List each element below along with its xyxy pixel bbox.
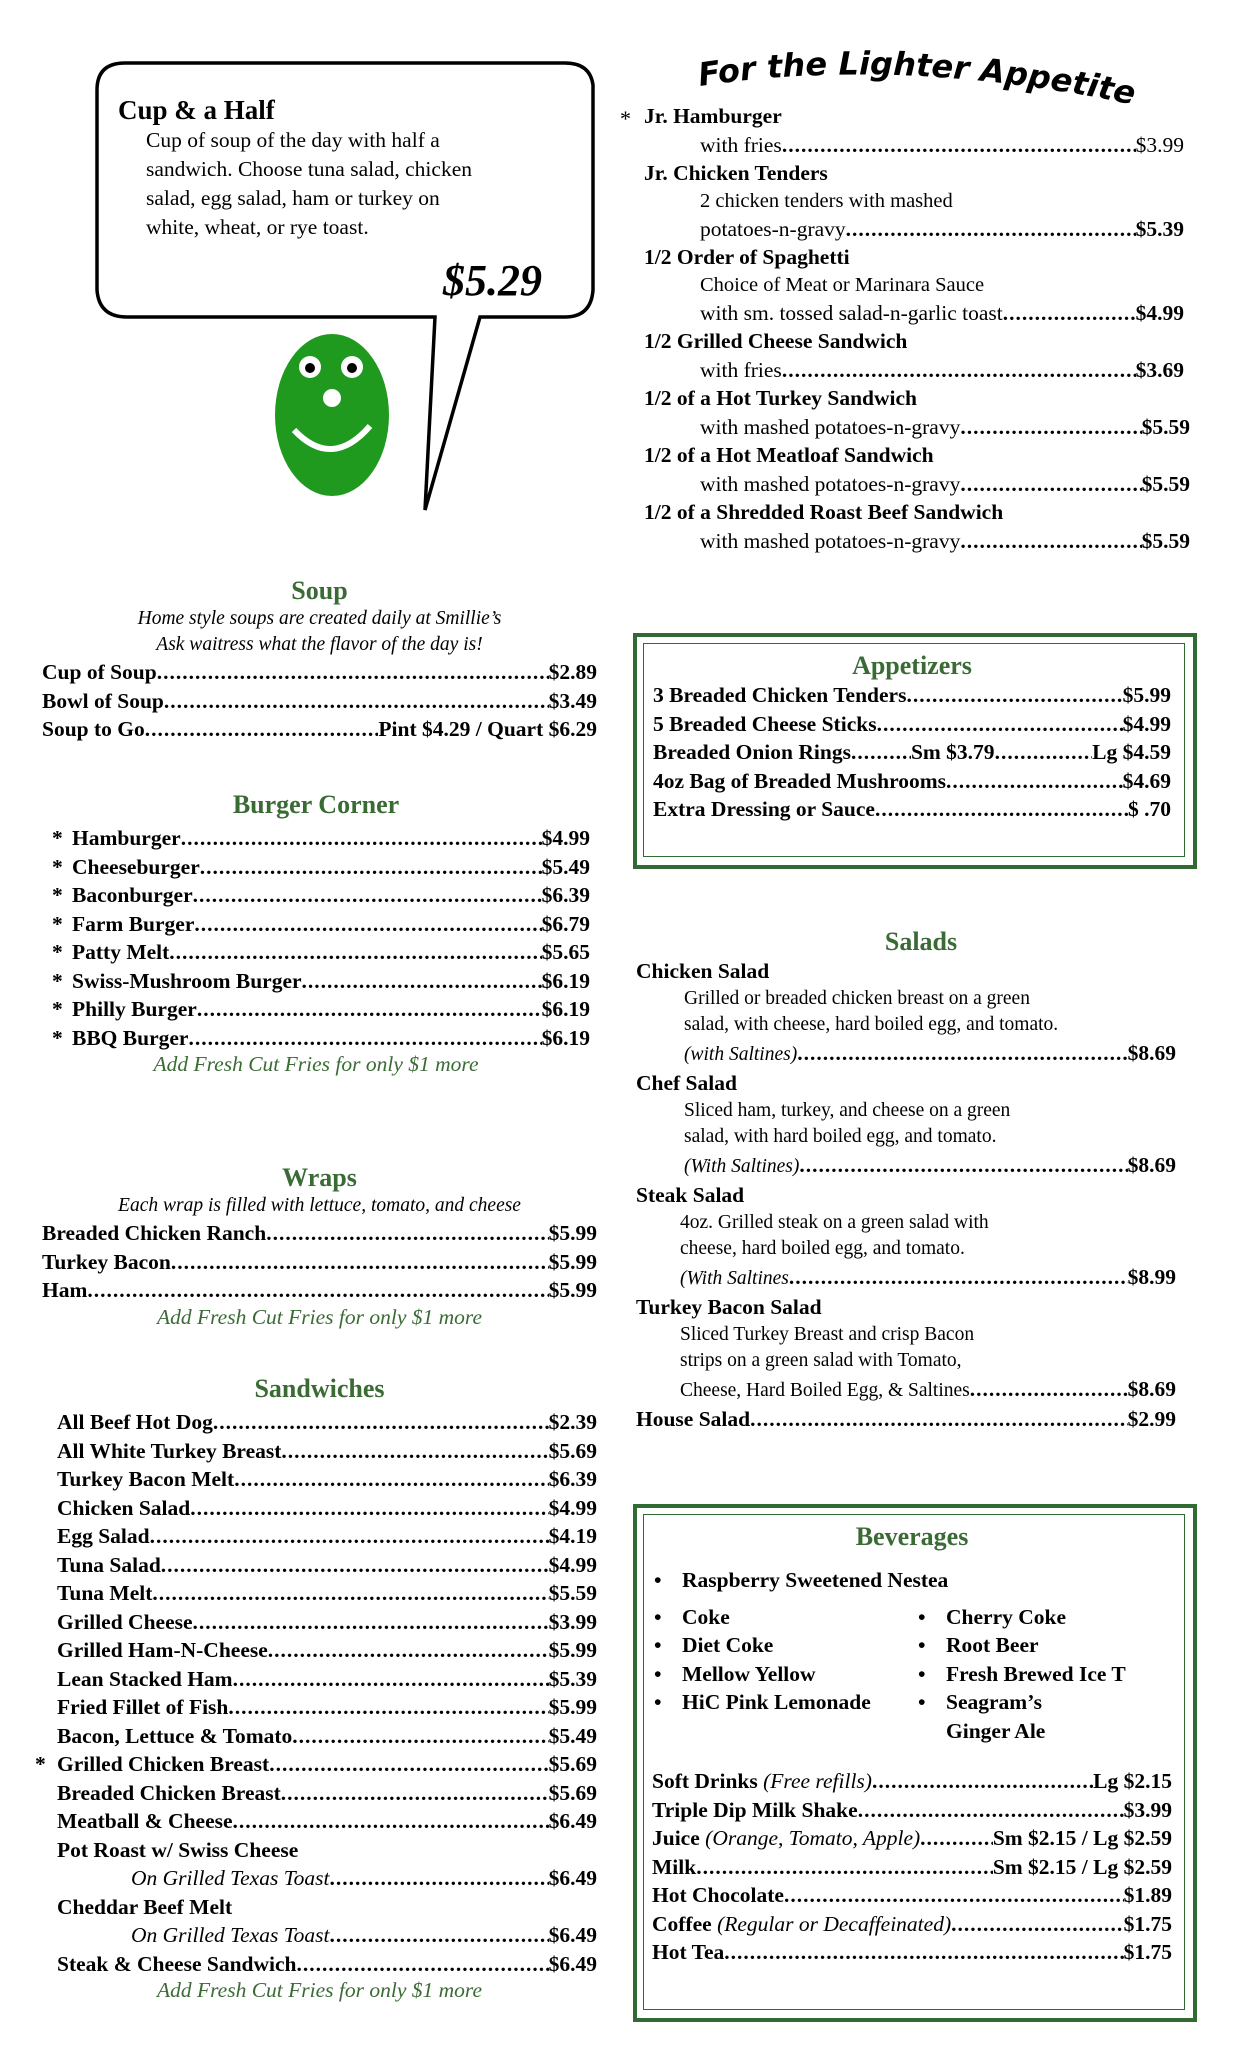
lighter-item-line: potatoes-n-gravy ..... $5.39: [644, 215, 1184, 244]
fries-note: Add Fresh Cut Fries for only $1 more: [153, 1052, 479, 1076]
fries-note: Add Fresh Cut Fries for only $1 more: [156, 1978, 483, 2002]
special-title: Cup & a Half: [118, 95, 275, 125]
sandwich-item: Lean Stacked Ham ..... $5.39: [57, 1665, 597, 1694]
sandwiches-title: Sandwiches: [254, 1374, 385, 1403]
lighter-item-title: 1/2 Order of Spaghetti: [644, 245, 850, 269]
salad-item-line: (With Saltines) ..... $8.69: [636, 1151, 1176, 1182]
lighter-item-title: 1/2 of a Shredded Roast Beef Sandwich: [644, 500, 1004, 524]
sandwiches-section: [35, 1374, 597, 2003]
special-desc-line: salad, egg salad, ham or turkey on: [146, 186, 440, 210]
lighter-item-title: 1/2 Grilled Cheese Sandwich: [644, 329, 908, 353]
salads-section: [636, 927, 1176, 1434]
salad-item-desc: Grilled or breaded chicken breast on a green salad, with cheese, hard boiled egg, and tomato.: [684, 987, 1059, 1035]
svg-text:For the Lighter Appetite: For the Lighter Appetite: [695, 48, 1139, 113]
star-marker: *: [620, 106, 631, 131]
soup-item: Bowl of Soup ..... $3.49: [42, 687, 597, 716]
salad-item-line: (with Saltines) ..... $8.69: [636, 1039, 1176, 1070]
appetizer-item: Breaded Onion Rings ..... Sm $3.79 ..... Lg $4.59: [653, 738, 1171, 767]
appetizer-item: 3 Breaded Chicken Tenders ..... $5.99: [653, 681, 1171, 710]
burger-item: * Baconburger ..... $6.39: [72, 881, 590, 910]
wraps-note: Each wrap is filled with lettuce, tomato, and cheese: [118, 1195, 521, 1216]
salad-item-line: Cheese, Hard Boiled Egg, & Saltines ..... $8.69: [636, 1375, 1176, 1406]
beverage-item-cont: Ginger Ale: [946, 1718, 1046, 1743]
sandwich-item: Tuna Melt ..... $5.59: [57, 1579, 597, 1608]
sandwich-item: Egg Salad ..... $4.19: [57, 1522, 597, 1551]
appetizer-item: 5 Breaded Cheese Sticks ..... $4.99: [653, 710, 1171, 739]
lighter-item-title: Jr. Hamburger: [644, 104, 782, 128]
soup-section: [42, 576, 597, 744]
wrap-item: Breaded Chicken Ranch ..... $5.99: [42, 1219, 597, 1248]
lighter-item-desc: Choice of Meat or Marinara Sauce: [700, 273, 985, 296]
beverage-price: Milk ..... Sm $2.15 / Lg $2.59: [652, 1853, 1172, 1882]
soup-note: Ask waitress what the flavor of the day is!: [156, 634, 483, 655]
beverages-section: [652, 1522, 1172, 1967]
beverage-price: Hot Tea ..... $1.75: [652, 1938, 1172, 1967]
salad-item-title: Chicken Salad: [636, 959, 770, 983]
salad-item-title: Turkey Bacon Salad: [636, 1295, 822, 1319]
wrap-item: Ham ..... $5.99: [42, 1276, 597, 1305]
special-desc-line: Cup of soup of the day with half a: [146, 128, 440, 152]
lighter-item-desc: 2 chicken tenders with mashed: [700, 189, 953, 212]
burger-item: * Patty Melt ..... $5.65: [72, 938, 590, 967]
appetizer-item: 4oz Bag of Breaded Mushrooms ..... $4.69: [653, 767, 1171, 796]
sandwich-item: Meatball & Cheese ..... $6.49: [57, 1807, 597, 1836]
burger-item: * Philly Burger ..... $6.19: [72, 995, 590, 1024]
salad-item-line: House Salad ..... $2.99: [636, 1405, 1176, 1434]
lighter-item-title: 1/2 of a Hot Meatloaf Sandwich: [644, 443, 934, 467]
sandwich-item: All White Turkey Breast ..... $5.69: [57, 1437, 597, 1466]
beverage-item: • Seagram’s: [916, 1688, 1126, 1717]
lighter-item-title: 1/2 of a Hot Turkey Sandwich: [644, 386, 917, 410]
soup-item: Cup of Soup ..... $2.89: [42, 658, 597, 687]
burger-item: * Cheeseburger ..... $5.49: [72, 853, 590, 882]
sandwich-item: Chicken Salad ..... $4.99: [57, 1494, 597, 1523]
beverage-list-right: [916, 1603, 1126, 1746]
appetizer-item: Extra Dressing or Sauce ..... $ .70: [653, 795, 1171, 824]
burger-section: [52, 790, 590, 1077]
burger-title: Burger Corner: [232, 790, 400, 819]
sandwich-item: Steak & Cheese Sandwich ..... $6.49: [57, 1950, 597, 1979]
beverages-title: Beverages: [855, 1522, 969, 1551]
lighter-item-line: with mashed potatoes-n-gravy ..... $5.59: [644, 527, 1190, 556]
soup-note: Home style soups are created daily at Smillie’s: [137, 608, 502, 629]
sandwich-item: Bacon, Lettuce & Tomato ..... $5.49: [57, 1722, 597, 1751]
beverage-price: Hot Chocolate ..... $1.89: [652, 1881, 1172, 1910]
wraps-section: [42, 1163, 597, 1330]
salad-item-desc: Sliced Turkey Breast and crisp Bacon strips on a green salad with Tomato,: [680, 1323, 975, 1371]
sandwich-item: Grilled Ham-N-Cheese ..... $5.99: [57, 1636, 597, 1665]
beverage-item: • Coke: [652, 1603, 916, 1632]
lighter-item-line: with mashed potatoes-n-gravy ..... $5.59: [644, 413, 1190, 442]
sandwich-item: Tuna Salad ..... $4.99: [57, 1551, 597, 1580]
burger-item: * Hamburger ..... $4.99: [72, 824, 590, 853]
sandwich-item: Fried Fillet of Fish ..... $5.99: [57, 1693, 597, 1722]
beverage-item: • Mellow Yellow: [652, 1660, 916, 1689]
salad-item-line: (With Saltines ..... $8.99: [636, 1263, 1176, 1294]
beverage-price: Coffee (Regular or Decaffeinated) ..... $1.75: [652, 1910, 1172, 1939]
smiley-face-icon: [272, 330, 392, 500]
salad-item-desc: 4oz. Grilled steak on a green salad with cheese, hard boiled egg, and tomato.: [680, 1211, 989, 1259]
wrap-item: Turkey Bacon ..... $5.99: [42, 1248, 597, 1277]
special-desc-line: sandwich. Choose tuna salad, chicken: [146, 157, 472, 181]
sandwich-item-title: Cheddar Beef Melt: [57, 1894, 233, 1919]
special-desc-line: white, wheat, or rye toast.: [146, 215, 369, 239]
burger-item: * BBQ Burger ..... $6.19: [72, 1024, 590, 1053]
appetizers-title: Appetizers: [852, 651, 972, 680]
fries-note: Add Fresh Cut Fries for only $1 more: [156, 1304, 483, 1329]
beverage-item: • Fresh Brewed Ice T: [916, 1660, 1126, 1689]
special-price: $5.29: [443, 256, 542, 305]
beverage-list: [652, 1566, 1172, 1595]
beverage-item: • Raspberry Sweetened Nestea: [652, 1566, 1172, 1595]
salads-title: Salads: [884, 927, 958, 956]
salad-item-title: Steak Salad: [636, 1183, 745, 1207]
sandwich-item: All Beef Hot Dog ..... $2.39: [57, 1408, 597, 1437]
beverage-price: Juice (Orange, Tomato, Apple) ..... Sm $2.15 / Lg $2.59: [652, 1824, 1172, 1853]
beverage-price: Triple Dip Milk Shake ..... $3.99: [652, 1796, 1172, 1825]
beverage-item: • Root Beer: [916, 1631, 1126, 1660]
soup-title: Soup: [291, 576, 348, 605]
lighter-item-line: with fries ..... $3.99: [644, 131, 1184, 160]
burger-item: * Swiss-Mushroom Burger ..... $6.19: [72, 967, 590, 996]
sandwich-item: Grilled Cheese ..... $3.99: [57, 1608, 597, 1637]
appetizers-section: [653, 651, 1171, 824]
burger-item: * Farm Burger ..... $6.79: [72, 910, 590, 939]
special-block: [118, 94, 558, 242]
sandwich-item: On Grilled Texas Toast ..... $6.49: [57, 1921, 597, 1950]
sandwich-item: * Grilled Chicken Breast ..... $5.69: [57, 1750, 597, 1779]
salad-item-desc: Sliced ham, turkey, and cheese on a green salad, with hard boiled egg, and tomato.: [684, 1099, 1011, 1147]
beverage-item: • HiC Pink Lemonade: [652, 1688, 916, 1717]
lighter-item-title: Jr. Chicken Tenders: [644, 161, 828, 185]
beverage-item: • Diet Coke: [652, 1631, 916, 1660]
lighter-item-line: with mashed potatoes-n-gravy ..... $5.59: [644, 470, 1190, 499]
lighter-item-line: with fries ..... $3.69: [644, 356, 1184, 385]
lighter-appetite-section: [620, 102, 1190, 555]
wraps-title: Wraps: [282, 1163, 357, 1192]
soup-item: Soup to Go ..... Pint $4.29 / Quart $6.29: [42, 715, 597, 744]
sandwich-item: On Grilled Texas Toast ..... $6.49: [57, 1864, 597, 1893]
sandwich-item: Breaded Chicken Breast ..... $5.69: [57, 1779, 597, 1808]
beverage-list-left: [652, 1603, 916, 1746]
sandwich-item-title: Pot Roast w/ Swiss Cheese: [57, 1837, 299, 1862]
salad-item-title: Chef Salad: [636, 1071, 737, 1095]
beverage-price: Soft Drinks (Free refills) ..... Lg $2.15: [652, 1767, 1172, 1796]
lighter-item-line: with sm. tossed salad-n-garlic toast ..... $4.99: [644, 299, 1184, 328]
beverage-item: • Cherry Coke: [916, 1603, 1126, 1632]
sandwich-item: Turkey Bacon Melt ..... $6.39: [57, 1465, 597, 1494]
